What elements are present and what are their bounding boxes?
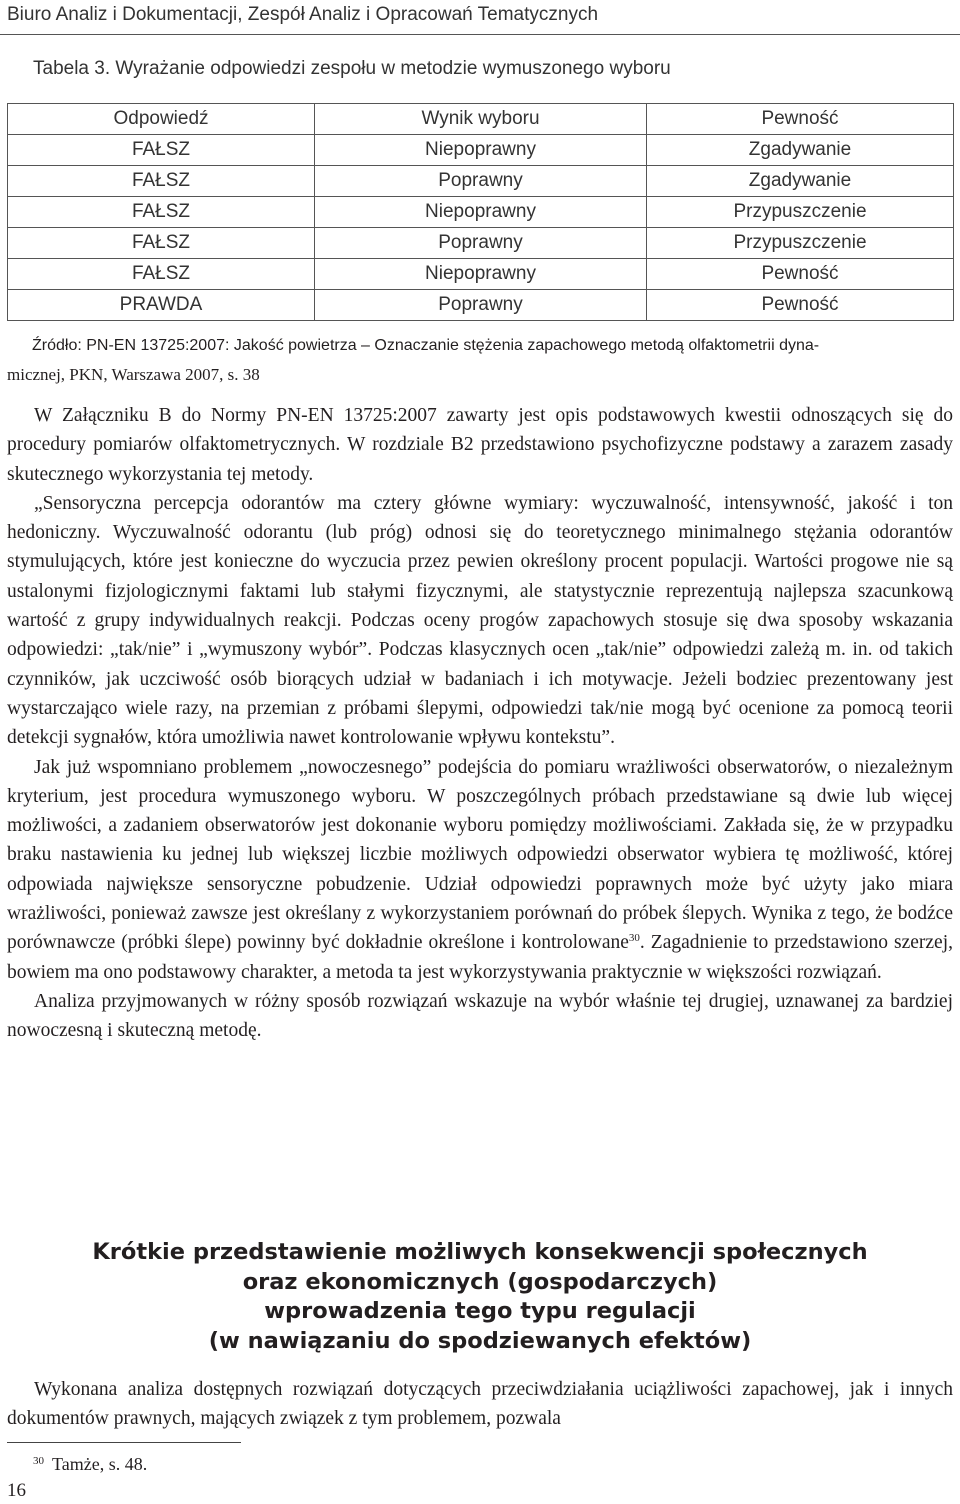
section-heading bbox=[7, 1238, 953, 1356]
paragraph: W Załączniku B do Normy PN-EN 13725:2007 zawarty jest opis podstawowych kwestii odnoszących się do procedury pomiarów olfaktometrycznych. W rozdziale B2 przedstawiono psychofizyczne podstawy a zarazem zasady skutecznego wykorzystania tej metody. bbox=[7, 405, 953, 485]
paragraph: Analiza przyjmowanych w różny sposób rozwiązań wskazuje na wybór właśnie tej drugiej, uznawanej za bardziej nowoczesną i skuteczną metodę. bbox=[7, 990, 953, 1042]
footnote-reference: 30 bbox=[628, 932, 640, 945]
heading-line: (w nawiązaniu do spodziewanych efektów) bbox=[208, 1327, 752, 1354]
table-cell: Zgadywanie bbox=[647, 166, 954, 197]
source-citation-rest: micznej, PKN, Warszawa 2007, s. 38 bbox=[7, 365, 260, 384]
table-cell: Zgadywanie bbox=[647, 135, 954, 166]
page-number: 16 bbox=[7, 1480, 26, 1501]
table-row bbox=[8, 166, 954, 197]
table-cell: Przypuszczenie bbox=[647, 228, 954, 259]
header-rule bbox=[0, 34, 960, 35]
column-header: Odpowiedź bbox=[8, 104, 315, 135]
table-row bbox=[8, 135, 954, 166]
paragraph bbox=[7, 753, 953, 987]
table-cell: Niepoprawny bbox=[315, 197, 647, 228]
column-header: Pewność bbox=[647, 104, 954, 135]
table-cell: Poprawny bbox=[315, 166, 647, 197]
column-header: Wynik wyboru bbox=[315, 104, 647, 135]
table-cell: FAŁSZ bbox=[8, 259, 315, 290]
table-cell: Niepoprawny bbox=[315, 135, 647, 166]
body-text bbox=[7, 401, 953, 1046]
table-cell: Poprawny bbox=[315, 290, 647, 321]
heading-line: oraz ekonomicznych (gospodarczych) bbox=[242, 1268, 718, 1295]
table-caption: Tabela 3. Wyrażanie odpowiedzi zespołu w metodzie wymuszonego wyboru bbox=[33, 58, 671, 79]
table-cell: Pewność bbox=[647, 259, 954, 290]
table-cell: Niepoprawny bbox=[315, 259, 647, 290]
footnote bbox=[33, 1448, 147, 1477]
table-row bbox=[8, 228, 954, 259]
table-source-note bbox=[7, 330, 953, 389]
table-row bbox=[8, 259, 954, 290]
heading-line: Krótkie przedstawienie możliwych konsekwencji społecznych bbox=[92, 1239, 868, 1265]
table-cell: Przypuszczenie bbox=[647, 197, 954, 228]
paragraph-text: Jak już wspomniano problemem „nowoczesnego” podejścia do pomiaru wrażliwości obserwatorów, o niezależnym kryterium, jest procedura wymuszonego wyboru. W poszczególnych próbach przedstawiane są dwie lub więcej możliwości, a zadaniem obserwatorów jest dokonanie wyboru pomiędzy możliwościami. Zakłada się, że w przypadku braku nastawienia ku jednej lub większej liczbie możliwych odpowiedzi obserwator wybiera tę możliwość, której odpowiada największe sensoryczne pobudzenie. Udział odpowiedzi poprawnych może być użyty jako miara wrażliwości, ponieważ zawsze jest określany z wykorzystaniem porównań do próbek ślepych. Wynika z tego, że bodźce porównawcze (próbki ślepe) powinny być dokładnie określone i kontrolowane bbox=[7, 756, 953, 954]
heading-line: wprowadzenia tego typu regulacji bbox=[264, 1298, 696, 1324]
running-header: Biuro Analiz i Dokumentacji, Zespół Analiz i Opracowań Tematycznych bbox=[7, 4, 599, 25]
source-citation: Źródło: PN-EN 13725:2007: Jakość powietrza – Oznaczanie stężenia zapachowego metodą olfaktometrii dyna- bbox=[32, 337, 820, 354]
table-cell: FAŁSZ bbox=[8, 228, 315, 259]
paragraph: „Sensoryczna percepcja odorantów ma cztery główne wymiary: wyczuwalność, intensywność, jakość i ton hedoniczny. Wyczuwalność odorantu (lub próg) odnosi się do teoretycznego minimalnego stężania odorantów stymulujących, które jest konieczne do wyczucia przez pewien określony procent populacji. Wartości progowe nie są ustalonymi fizjologicznymi faktami lub stałymi fizycznymi, ale statystycznie reprezentują najlepsza szacunkową wartość z grupy indywidualnych reakcji. Podczas oceny progów zapachowych stosuje się dwa sposoby wskazania odpowiedzi: „tak/nie” i „wymuszony wybór”. Podczas klasycznych ocen „tak/nie” odpowiedzi zależą m. in. od takich czynników, jak uczciwość osób biorących udział w badaniach i ich motywacje. Jeżeli bodziec prezentowany jest wystarczająco wiele razy, na przemian z próbami ślepymi, odpowiedzi tak/nie mogą być ocenione za pomocą teorii detekcji sygnałów, która umożliwia nawet kontrolowanie wpływu kontekstu”. bbox=[7, 492, 953, 749]
footnote-number: 30 bbox=[33, 1455, 44, 1467]
table-cell: Pewność bbox=[647, 290, 954, 321]
table-row bbox=[8, 290, 954, 321]
footnote-rule bbox=[7, 1442, 241, 1443]
paragraph: Wykonana analiza dostępnych rozwiązań dotyczących przeciwdziałania uciążliwości zapachowej, jak i innych dokumentów prawnych, mających związek z tym problemem, pozwala bbox=[7, 1379, 953, 1430]
table-row bbox=[8, 197, 954, 228]
table-cell: Poprawny bbox=[315, 228, 647, 259]
footnote-text: Tamże, s. 48. bbox=[52, 1454, 148, 1474]
table-cell: FAŁSZ bbox=[8, 197, 315, 228]
paragraph-text: . Zagadnienie to przedstawiono szerzej, bowiem ma ono podstawowy charakter, a metoda ta jest wykorzystywania praktycznie w większości rozwiązań. bbox=[7, 932, 954, 983]
table-header-row bbox=[8, 104, 954, 135]
table-cell: FAŁSZ bbox=[8, 166, 315, 197]
table-cell: FAŁSZ bbox=[8, 135, 315, 166]
table-cell: PRAWDA bbox=[8, 290, 315, 321]
response-table bbox=[7, 103, 954, 321]
